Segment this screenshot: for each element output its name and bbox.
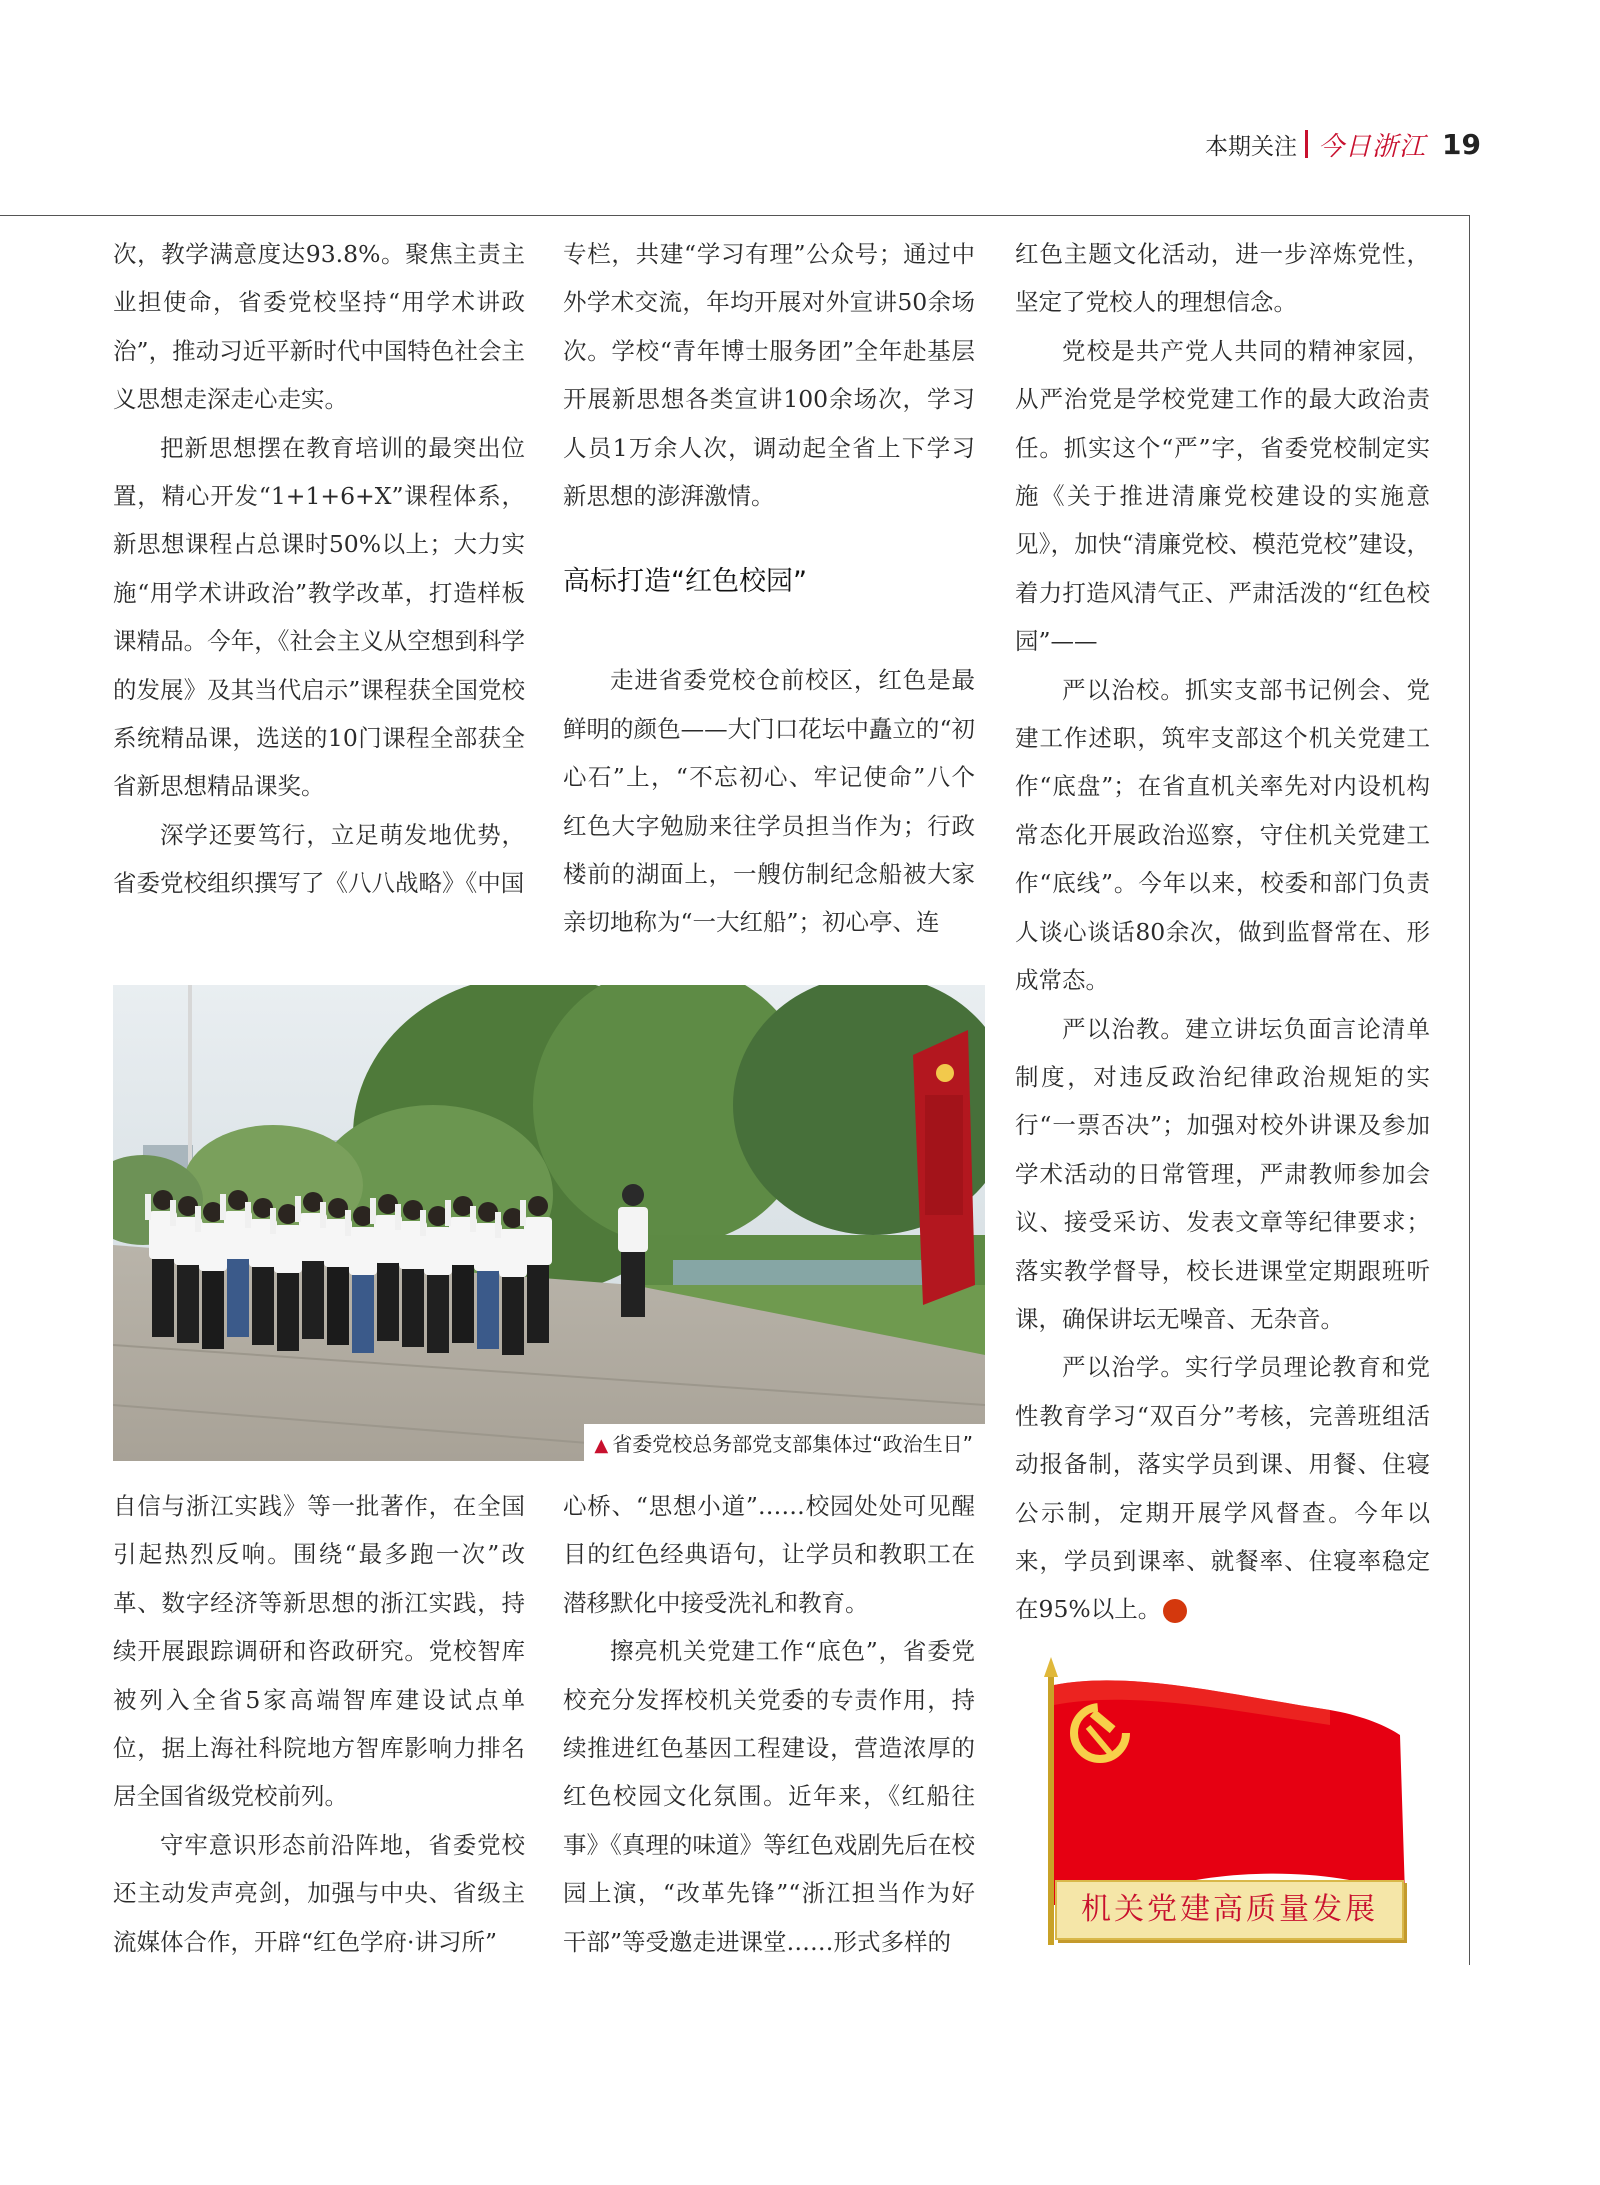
paragraph: 红色主题文化活动，进一步淬炼党性，坚定了党校人的理想信念。	[1015, 240, 1430, 317]
paragraph: 严以治校。抓实支部书记例会、党建工作述职，筑牢支部这个机关党建工作“底盘”；在省直机关率先对内设机构常态化开展政治巡察，守住机关党建工作“底线”。今年以来，校委和部门负责人谈心谈话80余次，做到监督常在、形成常态。	[1015, 675, 1430, 995]
paragraph: 党校是共产党人共同的精神家园，从严治党是学校党建工作的最大政治责任。抓实这个“严”字，省委党校制定实施《关于推进清廉党校建设的实施意见》，加快“清廉党校、模范党校”建设，着力打造风清气正、严肃活泼的“红色校园”——	[1015, 336, 1430, 656]
caption-text: 省委党校总务部党支部集体过“政治生日”	[612, 1432, 973, 1456]
triangle-icon: ▲	[594, 1435, 609, 1456]
paragraph: 次，教学满意度达93.8%。聚焦主责主业担使命，省委党校坚持“用学术讲政治”，推动习近平新时代中国特色社会主义思想走深走心走实。	[113, 240, 525, 414]
flag-cloth	[1054, 1680, 1405, 1905]
paragraph-text: 严以治学。实行学员理论教育和党性教育学习“双百分”考核，完善班组活动报备制，落实学员到课、用餐、住寝公示制，定期开展学风督查。今年以来，学员到课率、就餐率、住寝率稳定在95%以上。	[1015, 1353, 1430, 1624]
paragraph: 自信与浙江实践》等一批著作，在全国引起热烈反响。围绕“最多跑一次”改革、数字经济等新思想的浙江实践，持续开展跟踪调研和咨政研究。党校智库被列入全省5家高端智库建设试点单位，据上海社科院地方智库影响力排名居全国省级党校前列。	[113, 1492, 525, 1811]
column-1-top	[113, 230, 525, 908]
end-mark-icon: 今	[1163, 1599, 1187, 1623]
magazine-logo: 今日浙江	[1318, 131, 1427, 162]
column-2-bottom	[563, 1482, 975, 1966]
paragraph: 走进省委党校仓前校区，红色是最鲜明的颜色——大门口花坛中矗立的“初心石”上，“不忘初心、牢记使命”八个红色大字勉励来往学员担当作为；行政楼前的湖面上，一艘仿制纪念船被大家亲切地称为“一大红船”；初心亭、连	[563, 666, 975, 937]
paragraph: 专栏，共建“学习有理”公众号；通过中外学术交流，年均开展对外宣讲50余场次。学校“青年博士服务团”全年赴基层开展新思想各类宣讲100余场次，学习人员1万余人次，调动起全省上下学习新思想的澎湃激情。	[563, 240, 975, 511]
header-divider	[1305, 130, 1308, 158]
paragraph: 守牢意识形态前沿阵地，省委党校还主动发声亮剑，加强与中央、省级主流媒体合作，开辟“红色学府·讲习所”	[113, 1830, 525, 1956]
section-title: 本期关注	[1205, 133, 1297, 160]
page-number: 19	[1442, 127, 1481, 161]
paragraph: 擦亮机关党建工作“底色”，省委党校充分发挥校机关党委的专责作用，持续推进红色基因工程建设，营造浓厚的红色校园文化氛围。近年来，《红船往事》《真理的味道》等红色戏剧先后在校园上演，“改革先锋”“浙江担当作为好干部”等受邀走进课堂……形式多样的	[563, 1637, 975, 1956]
flag-pole-tip	[1044, 1657, 1058, 1677]
column-1-bottom	[113, 1482, 525, 1966]
paragraph: 严以治教。建立讲坛负面言论清单制度，对违反政治纪律政治规矩的实行“一票否决”；加强对校外讲课及参加学术活动的日常管理，严肃教师参加会议、接受采访、发表文章等纪律要求；落实教学督导，校长进课堂定期跟班听课，确保讲坛无噪音、无杂音。	[1015, 1014, 1430, 1333]
flag-banner-label: 机关党建高质量发展	[1055, 1880, 1404, 1940]
paragraph: 把新思想摆在教育培训的最突出位置，精心开发“1+1+6+X”课程体系，新思想课程占总课时50%以上；大力实施“用学术讲政治”教学改革，打造样板课精品。今年，《社会主义从空想到科学的发展》及其当代启示”课程获全国党校系统精品课，选送的10门课程全部获全省新思想精品课奖。	[113, 433, 525, 801]
column-2-top	[563, 230, 975, 947]
paragraph	[1015, 1343, 1430, 1633]
photo-illustration	[113, 985, 985, 1461]
photo-political-birthday	[113, 985, 985, 1461]
paragraph: 深学还要笃行，立足萌发地优势，省委党校组织撰写了《八八战略》《中国	[113, 820, 525, 898]
column-3	[1015, 230, 1430, 1634]
section-heading: 高标打造“红色校园”	[563, 566, 807, 598]
flag-pole	[1048, 1675, 1054, 1945]
top-rule	[0, 215, 1470, 216]
paragraph: 心桥、“思想小道”……校园处处可见醒目的红色经典语句，让学员和教职工在潜移默化中接受洗礼和教育。	[563, 1492, 975, 1617]
right-rule	[1469, 215, 1470, 1965]
photo-caption	[584, 1424, 985, 1461]
page-header	[1205, 124, 1481, 164]
